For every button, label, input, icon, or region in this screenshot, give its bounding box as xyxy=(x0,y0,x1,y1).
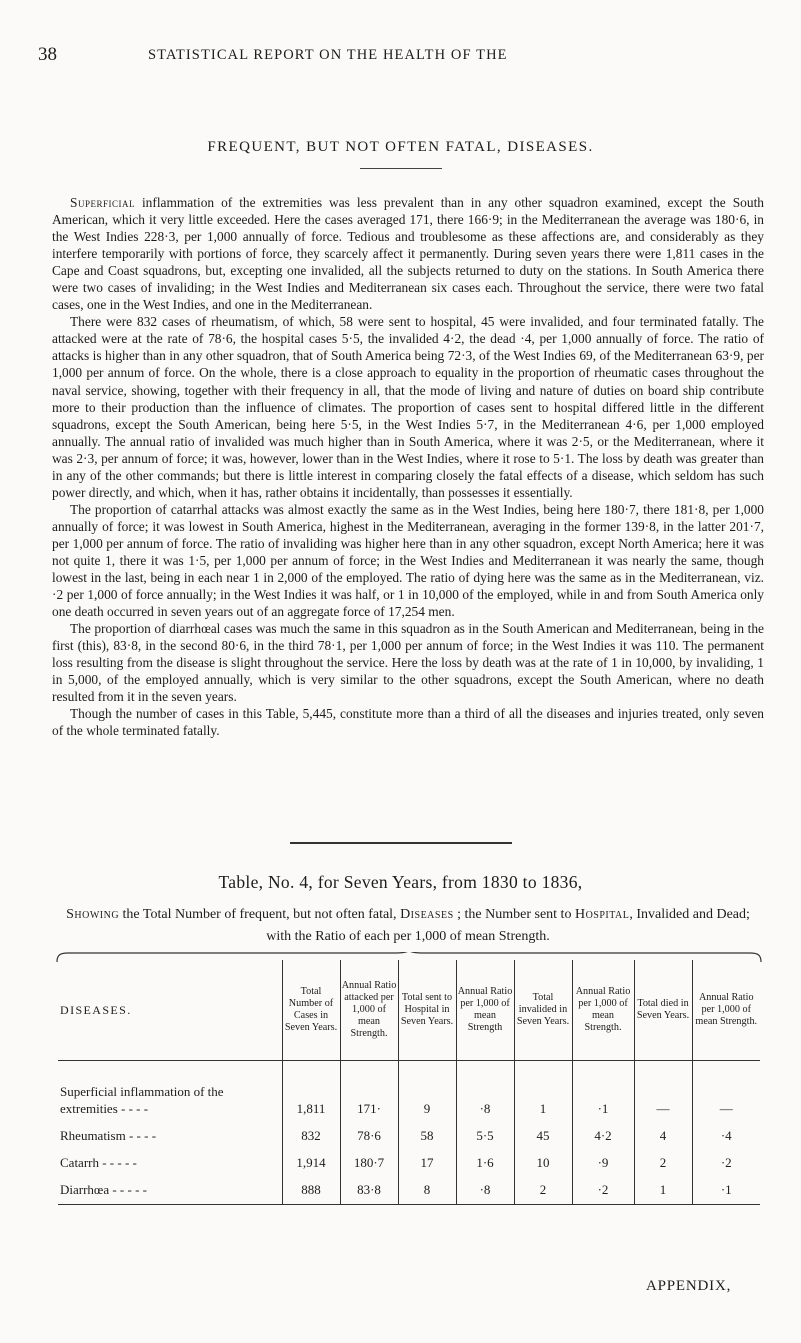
catchword: APPENDIX, xyxy=(646,1278,732,1294)
table-title: Table, No. 4, for Seven Years, from 1830 to 1836, xyxy=(218,872,583,892)
table-caption: Showing the Total Number of frequent, but not often fatal, Diseases ; the Number sent to Hospital, Invalided and Dead; with the Ratio of each per 1,000 of mean Strength. xyxy=(66,907,750,944)
header-ratio-invalided: Annual Ratio per 1,000 of mean Strength. xyxy=(572,960,634,1061)
cell-value: ·1 xyxy=(572,1061,634,1118)
cell-value: 9 xyxy=(398,1061,456,1118)
cell-value: 2 xyxy=(634,1144,692,1171)
cell-value: 2 xyxy=(514,1171,572,1205)
header-total-died: Total died in Seven Years. xyxy=(634,960,692,1061)
table-row xyxy=(58,1061,760,1118)
cell-value: ·4 xyxy=(692,1117,760,1144)
section-title: FREQUENT, BUT NOT OFTEN FATAL, DISEASES. xyxy=(207,139,594,155)
cell-value: 5·5 xyxy=(456,1117,514,1144)
table-row xyxy=(58,1144,760,1171)
table-row xyxy=(58,1171,760,1205)
paragraph-summary: Though the number of cases in this Table, 5,445, constitute more than a third of all the diseases and injuries treated, only seven of the whole terminated fatally. xyxy=(52,706,764,739)
cell-value: 1 xyxy=(634,1171,692,1205)
paragraph-rheumatism: There were 832 cases of rheumatism, of which, 58 were sent to hospital, 45 were invalided, and four terminated fatally. The attacked were at the rate of 78·6, the hospital cases 5·5, the invalided 4·2, the dead ·4, per 1,000 annually of force. The ratio of attacks is higher than in any other squadron, that of South America being 72·3, of the West Indies 69, of the Mediterranean 63·9, per 1,000 per annum of force. On the whole, there is a close approach to equality in the proportion of rheumatic cases throughout the naval service, showing, together with their frequency in all, that the mode of living and nature of duties on board ship contribute more to their production than the influence of climates. The proportion of cases sent to hospital differed little in the different squadrons, except the South American, being here 5·5, in the West Indies 5·7, in the Mediterranean 4·6, per 1,000 employed annually. The annual ratio of invalided was much higher than in South America, where it was 2·5, or the Mediterranean, where it was 2·3, per annum of force; it was, however, lower than in the West Indies, where it rose to 5·1. The loss by death was greater than in any of the other commands; but there is little interest in comparing closely the fatal effects of a disease, which seldom has such power directly, and which, when it has, rather obtains it incidentally, than possesses it essentially. xyxy=(52,314,764,500)
header-total-invalided: Total invalided in Seven Years. xyxy=(514,960,572,1061)
page-header xyxy=(38,44,738,68)
cell-value: 180·7 xyxy=(340,1144,398,1171)
section-divider xyxy=(290,842,512,844)
cell-value: 78·6 xyxy=(340,1117,398,1144)
cell-value: 8 xyxy=(398,1171,456,1205)
cell-value: 832 xyxy=(282,1117,340,1144)
cell-value: ·2 xyxy=(692,1144,760,1171)
cell-value: 1 xyxy=(514,1061,572,1118)
header-ratio-hospital: Annual Ratio per 1,000 of mean Strength xyxy=(456,960,514,1061)
cell-value: ·8 xyxy=(456,1171,514,1205)
running-head: STATISTICAL REPORT ON THE HEALTH OF THE xyxy=(148,47,508,63)
row-label: Catarrh - - - - - xyxy=(60,1155,137,1170)
cell-value: ·1 xyxy=(692,1171,760,1205)
header-ratio-died: Annual Ratio per 1,000 of mean Strength. xyxy=(692,960,760,1061)
row-label: Diarrhœa - - - - - xyxy=(58,1171,282,1205)
cell-value: 4·2 xyxy=(572,1117,634,1144)
cell-value: 1,914 xyxy=(282,1144,340,1171)
paragraph-diarrhoea: The proportion of diarrhœal cases was much the same in this squadron as in the South American and Mediterranean, being in the first (this), 83·8, in the second 80·6, in the third 78·1, per 1,000 per annum of force; in the West Indies it was 110. The permanent loss resulting from the disease is slight throughout the service. Here the loss by death was at the rate of 1 in 10,000, by invaliding, 1 in 5,000, of the employed annually, which is very similar to the other squadrons, except the South American, where no death resulted from it in the seven years. xyxy=(52,621,764,705)
cell-value: 45 xyxy=(514,1117,572,1144)
statistics-table xyxy=(58,960,760,1205)
header-total-hospital: Total sent to Hospital in Seven Years. xyxy=(398,960,456,1061)
cell-value: ·9 xyxy=(572,1144,634,1171)
cell-value: 4 xyxy=(634,1117,692,1144)
title-rule xyxy=(360,168,442,169)
cell-value: 83·8 xyxy=(340,1171,398,1205)
cell-value: 17 xyxy=(398,1144,456,1171)
paragraph-catarrh: The proportion of catarrhal attacks was almost exactly the same as in the West Indies, being here 180·7, there 181·8, per 1,000 annually of force; it was lowest in South America, highest in the Mediterranean, averaging in the former 139·8, in the latter 201·7, per 1,000 per annum of force. The ratio of invaliding was higher here than in any other squadron, except North America; here it was not quite 1, there it was 1·5, per 1,000 per annum of force; in the West Indies and Mediterranean it was nearly the same, though lowest in the last, being in each near 1 in 2,000 of the employed. The ratio of dying here was the same as in the Mediterranean, viz. ·2 per 1,000 of force annually; in the West Indies it was half, or 1 in 10,000 of the employed, while in and from South America only one death occurred in seven years out of an aggregate force of 17,254 men. xyxy=(52,501,764,620)
cell-value: 58 xyxy=(398,1117,456,1144)
cell-value: ·8 xyxy=(456,1061,514,1118)
body-text xyxy=(52,194,764,740)
table-row xyxy=(58,1117,760,1144)
cell-value: ·2 xyxy=(572,1171,634,1205)
row-label: Rheumatism - - - - xyxy=(60,1128,157,1143)
header-diseases: DISEASES. xyxy=(58,960,282,1061)
header-total-cases: Total Number of Cases in Seven Years. xyxy=(282,960,340,1061)
paragraph-text: inflammation of the extremities was less prevalent than in any other squadron examined, except the South American, which it very little exceeded. Here the cases averaged 171, there 166·9; in the Mediterranean the average was 180·6, in the West Indies 228·3, per 1,000 annually of force. Tedious and troublesome as these affections are, and considerably as they interfere temporarily with portions of force, they scarcely affect it permanently. During seven years there were 1,811 cases in the Cape and Coast squadrons, but, excepting one invalided, all the subjects returned to duty on the stations. In South America there were two cases of invaliding; in the West Indies and Mediterranean six cases each. Throughout the service, there were two fatal cases, one in the West Indies, and one in the Mediterranean. xyxy=(52,195,764,313)
paragraph-lead: Superficial xyxy=(70,195,135,210)
paragraph-superficial xyxy=(52,194,764,313)
page-number: 38 xyxy=(38,44,57,65)
cell-value: 171· xyxy=(340,1061,398,1118)
cell-value: — xyxy=(634,1061,692,1118)
header-ratio-attacked: Annual Ratio attacked per 1,000 of mean Strength. xyxy=(340,960,398,1061)
row-label: Superficial inflammation of the extremities - - - - xyxy=(60,1084,224,1116)
cell-value: — xyxy=(692,1061,760,1118)
cell-value: 1,811 xyxy=(282,1061,340,1118)
cell-value: 1·6 xyxy=(456,1144,514,1171)
cell-value: 10 xyxy=(514,1144,572,1171)
cell-value: 888 xyxy=(282,1171,340,1205)
